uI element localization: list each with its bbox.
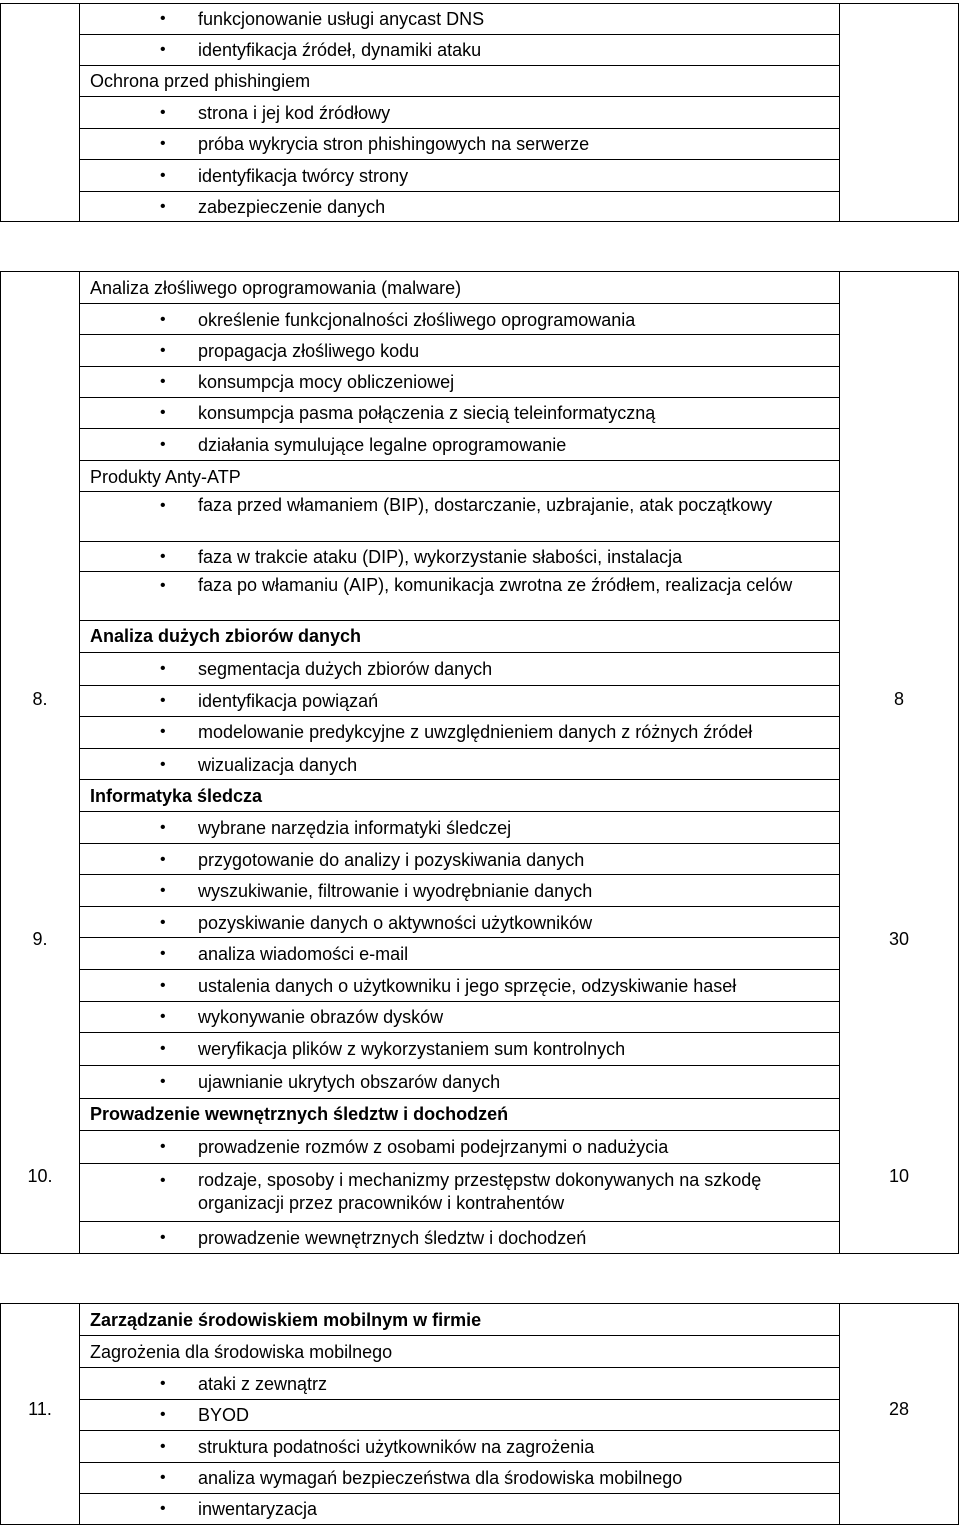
bullet-icon: • xyxy=(160,311,166,328)
bullet-icon: • xyxy=(160,1438,166,1455)
bullet-icon: • xyxy=(160,851,166,868)
bullet-icon: • xyxy=(160,977,166,994)
bullet-icon: • xyxy=(160,1500,166,1517)
bullet-icon: • xyxy=(160,436,166,453)
section-heading: Prowadzenie wewnętrznych śledztw i dochodzeń xyxy=(90,1104,509,1124)
module-number: 8. xyxy=(32,689,48,709)
module-hours: 30 xyxy=(888,929,910,949)
bullet-icon: • xyxy=(160,404,166,421)
module-hours: 8 xyxy=(893,689,904,709)
bullet-icon: • xyxy=(160,1073,166,1090)
bullet-icon: • xyxy=(160,819,166,836)
section-heading: Ochrona przed phishingiem xyxy=(90,71,311,91)
module-hours: 28 xyxy=(888,1399,910,1419)
bullet-icon: • xyxy=(160,41,166,58)
section-heading: Informatyka śledcza xyxy=(90,786,263,806)
bullet-icon: • xyxy=(160,756,166,773)
bullet-icon: • xyxy=(160,660,166,677)
bullet-icon: • xyxy=(160,1406,166,1423)
bullet-icon: • xyxy=(160,945,166,962)
section-heading: Analiza dużych zbiorów danych xyxy=(90,626,362,646)
bullet-icon: • xyxy=(160,104,166,121)
section-heading: Zarządzanie środowiskiem mobilnym w firmie xyxy=(90,1310,482,1330)
bullet-icon: • xyxy=(160,497,166,514)
bullet-icon: • xyxy=(160,548,166,565)
bullet-icon: • xyxy=(160,198,166,215)
module-number: 10. xyxy=(27,1166,53,1186)
bullet-icon: • xyxy=(160,1172,166,1189)
bullet-icon: • xyxy=(160,1138,166,1155)
bullet-icon: • xyxy=(160,10,166,27)
section-heading: Produkty Anty-ATP xyxy=(90,467,241,487)
bullet-icon: • xyxy=(160,373,166,390)
bullet-icon: • xyxy=(160,1040,166,1057)
bullet-icon: • xyxy=(160,342,166,359)
module-hours: 10 xyxy=(888,1166,910,1186)
bullet-icon: • xyxy=(160,167,166,184)
bullet-icon: • xyxy=(160,882,166,899)
bullet-icon: • xyxy=(160,135,166,152)
bullet-icon: • xyxy=(160,692,166,709)
bullet-icon: • xyxy=(160,1469,166,1486)
module-number: 11. xyxy=(28,1399,52,1419)
bullet-icon: • xyxy=(160,723,166,740)
bullet-icon: • xyxy=(160,577,166,594)
section-heading: Zagrożenia dla środowiska mobilnego xyxy=(90,1342,393,1362)
bullet-icon: • xyxy=(160,1375,166,1392)
bullet-icon: • xyxy=(160,1008,166,1025)
section-heading: Analiza złośliwego oprogramowania (malware) xyxy=(90,278,462,298)
bullet-icon: • xyxy=(160,1229,166,1246)
module-number: 9. xyxy=(32,929,48,949)
bullet-icon: • xyxy=(160,914,166,931)
